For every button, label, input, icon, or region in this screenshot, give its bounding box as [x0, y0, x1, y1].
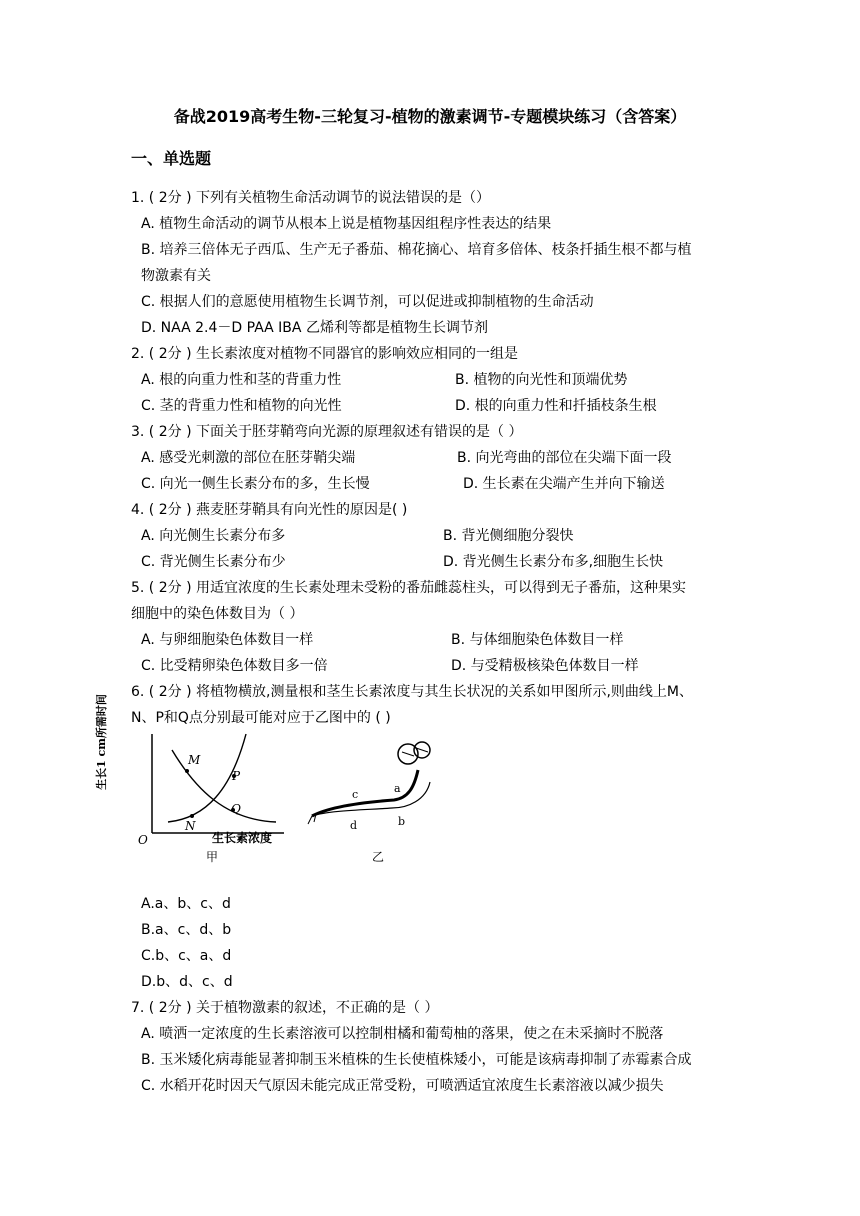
label-p: P: [232, 769, 241, 783]
caption-jia: 甲: [206, 850, 219, 864]
label-d: d: [350, 819, 358, 832]
q1-stem: 1. ( 2分 ) 下列有关植物生命活动调节的说法错误的是（）: [131, 190, 490, 206]
caption-yi: 乙: [372, 850, 385, 864]
label-a: a: [394, 782, 401, 795]
q7-stem: 7. ( 2分 ) 关于植物激素的叙述，不正确的是（ ）: [131, 1000, 439, 1016]
q5-option-b: B. 与体细胞染色体数目一样: [451, 632, 624, 648]
q1-option-b: B. 培养三倍体无子西瓜、生产无子番茄、棉花摘心、培育多倍体、枝条扦插生根不都与植: [141, 242, 692, 258]
q4-option-c: C. 背光侧生长素分布少: [141, 554, 286, 570]
q4-option-a: A. 向光侧生长素分布多: [141, 528, 286, 544]
x-axis-label: 生长素浓度: [212, 831, 273, 845]
q6-option-c: C.b、c、a、d: [141, 948, 232, 964]
q3-option-c: C. 向光一侧生长素分布的多，生长慢: [141, 476, 370, 492]
q6-stem-cont: N、P和Q点分别最可能对应于乙图中的 ( ): [131, 710, 391, 726]
q5-option-c: C. 比受精卵染色体数目多一倍: [141, 658, 328, 674]
q3-option-d: D. 生长素在尖端产生并向下输送: [463, 476, 665, 492]
q1-option-c: C. 根据人们的意愿使用植物生长调节剂，可以促进或抑制植物的生命活动: [141, 294, 594, 310]
q4-option-d: D. 背光侧生长素分布多,细胞生长快: [443, 554, 664, 570]
q4-option-b: B. 背光侧细胞分裂快: [443, 528, 574, 544]
diagram-yi: [308, 742, 430, 864]
label-m: M: [188, 753, 201, 767]
q7-option-a: A. 喷洒一定浓度的生长素溶液可以控制柑橘和葡萄柚的落果，使之在未采摘时不脱落: [141, 1026, 664, 1042]
section-heading: 一、单选题: [131, 149, 212, 168]
q4-stem: 4. ( 2分 ) 燕麦胚芽鞘具有向光性的原因是( ): [131, 502, 408, 518]
q1-option-b-cont: 物激素有关: [141, 268, 211, 284]
y-axis-label: 生长1 cm所需时间: [95, 694, 108, 790]
q3-option-b: B. 向光弯曲的部位在尖端下面一段: [457, 450, 672, 466]
q6-stem: 6. ( 2分 ) 将植物横放,测量根和茎生长素浓度与其生长状况的关系如甲图所示,则曲线上M、: [131, 684, 693, 700]
q1-option-d: D. NAA 2.4－D PAA IBA 乙烯利等都是植物生长调节剂: [141, 320, 488, 336]
q1-option-a: A. 植物生命活动的调节从根本上说是植物基因组程序性表达的结果: [141, 216, 552, 232]
point-n: [190, 814, 194, 818]
q2-stem: 2. ( 2分 ) 生长素浓度对植物不同器官的影响效应相同的一组是: [131, 346, 518, 362]
q3-stem: 3. ( 2分 ) 下面关于胚芽鞘弯向光源的原理叙述有错误的是（ ）: [131, 424, 523, 440]
q2-option-d: D. 根的向重力性和扦插枝条生根: [455, 398, 657, 414]
label-c: c: [352, 788, 359, 801]
q7-option-c: C. 水稻开花时因天气原因未能完成正常受粉，可喷洒适宜浓度生长素溶液以减少损失: [141, 1078, 664, 1094]
q6-option-d: D.b、d、c、d: [141, 974, 233, 990]
q5-stem-cont: 细胞中的染色体数目为（ ）: [131, 606, 304, 622]
label-q: Q: [231, 802, 241, 816]
q2-option-a: A. 根的向重力性和茎的背重力性: [141, 372, 342, 388]
q2-option-c: C. 茎的背重力性和植物的向光性: [141, 398, 342, 414]
q5-option-d: D. 与受精极核染色体数目一样: [451, 658, 639, 674]
q6-option-b: B.a、c、d、b: [141, 922, 232, 938]
label-b: b: [398, 815, 406, 828]
label-n: N: [185, 819, 196, 833]
q3-option-a: A. 感受光刺激的部位在胚芽鞘尖端: [141, 450, 356, 466]
q7-option-b: B. 玉米矮化病毒能显著抑制玉米植株的生长使植株矮小，可能是该病毒抑制了赤霉素合成: [141, 1052, 692, 1068]
q2-option-b: B. 植物的向光性和顶端优势: [455, 372, 628, 388]
q5-stem: 5. ( 2分 ) 用适宜浓度的生长素处理未受粉的番茄雌蕊柱头，可以得到无子番茄，这种果实: [131, 580, 686, 596]
origin-label: O: [138, 833, 148, 847]
document-title: 备战2019高考生物-三轮复习-植物的激素调节-专题模块练习（含答案）: [173, 107, 687, 126]
point-m: [185, 769, 189, 773]
q6-option-a: A.a、b、c、d: [141, 896, 231, 912]
q5-option-a: A. 与卵细胞染色体数目一样: [141, 632, 314, 648]
